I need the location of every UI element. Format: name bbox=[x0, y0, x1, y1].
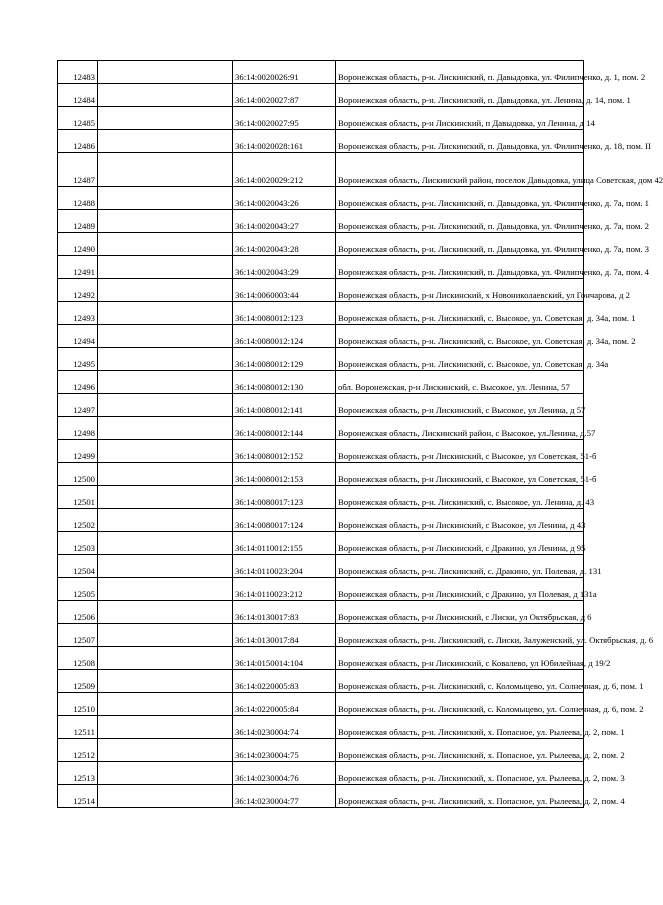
row-number-cell: 12497 bbox=[58, 394, 98, 417]
cadastral-number-cell: 36:14:0020043:28 bbox=[233, 233, 336, 256]
table-row bbox=[58, 130, 584, 153]
row-number-cell: 12484 bbox=[58, 84, 98, 107]
empty-cell bbox=[98, 61, 233, 84]
cadastral-number-cell: 36:14:0230004:77 bbox=[233, 785, 336, 808]
table-row bbox=[58, 440, 584, 463]
address-cell: Воронежская область, р-н Лискинский, с Высокое, ул Ленина, д 43 bbox=[336, 509, 584, 532]
table-row bbox=[58, 84, 584, 107]
cadastral-number-cell: 36:14:0080012:124 bbox=[233, 325, 336, 348]
table-row bbox=[58, 739, 584, 762]
address-cell: Воронежская область, р-н Лискинский, п Давыдовка, ул Ленина, д 14 bbox=[336, 107, 584, 130]
table-row bbox=[58, 578, 584, 601]
cadastral-number-cell: 36:14:0080012:123 bbox=[233, 302, 336, 325]
table-row bbox=[58, 532, 584, 555]
table-row bbox=[58, 256, 584, 279]
cadastral-number-cell: 36:14:0230004:74 bbox=[233, 716, 336, 739]
address-cell: Воронежская область, р-н. Лискинский, с. Высокое, ул. Советская, д. 34а, пом. 2 bbox=[336, 325, 584, 348]
address-cell: Воронежская область, р-н. Лискинский, п. Давыдовка, ул. Филипченко, д. 7а, пом. 4 bbox=[336, 256, 584, 279]
empty-cell bbox=[98, 210, 233, 233]
row-number-cell: 12488 bbox=[58, 187, 98, 210]
cadastral-number-cell: 36:14:0060003:44 bbox=[233, 279, 336, 302]
empty-cell bbox=[98, 302, 233, 325]
empty-cell bbox=[98, 394, 233, 417]
row-number-cell: 12490 bbox=[58, 233, 98, 256]
row-number-cell: 12499 bbox=[58, 440, 98, 463]
row-number-cell: 12513 bbox=[58, 762, 98, 785]
row-number-cell: 12503 bbox=[58, 532, 98, 555]
cadastral-number-cell: 36:14:0020043:27 bbox=[233, 210, 336, 233]
row-number-cell: 12486 bbox=[58, 130, 98, 153]
address-cell: Воронежская область, р-н Лискинский, с Высокое, ул Советская, 51-б bbox=[336, 463, 584, 486]
address-cell: Воронежская область, р-н. Лискинский, с. Дракино, ул. Полевая, д. 131 bbox=[336, 555, 584, 578]
table-row bbox=[58, 417, 584, 440]
row-number-cell: 12511 bbox=[58, 716, 98, 739]
address-cell: Воронежская область, р-н. Лискинский, п. Давыдовка, ул. Филипченко, д. 18, пом. II bbox=[336, 130, 584, 153]
row-number-cell: 12501 bbox=[58, 486, 98, 509]
row-number-cell: 12492 bbox=[58, 279, 98, 302]
cadastral-number-cell: 36:14:0020026:91 bbox=[233, 61, 336, 84]
table-row bbox=[58, 486, 584, 509]
empty-cell bbox=[98, 256, 233, 279]
row-number-cell: 12483 bbox=[58, 61, 98, 84]
empty-cell bbox=[98, 440, 233, 463]
row-number-cell: 12485 bbox=[58, 107, 98, 130]
row-number-cell: 12495 bbox=[58, 348, 98, 371]
address-cell: Воронежская область, р-н. Лискинский, с. Высокое, ул. Ленина, д. 43 bbox=[336, 486, 584, 509]
cadastral-number-cell: 36:14:0020028:161 bbox=[233, 130, 336, 153]
empty-cell bbox=[98, 130, 233, 153]
row-number-cell: 12508 bbox=[58, 647, 98, 670]
address-cell: Воронежская область, р-н Лискинский, с Ковалево, ул Юбилейная, д 19/2 bbox=[336, 647, 584, 670]
empty-cell bbox=[98, 762, 233, 785]
table-row bbox=[58, 61, 584, 84]
table-row bbox=[58, 107, 584, 130]
table-row bbox=[58, 647, 584, 670]
row-number-cell: 12509 bbox=[58, 670, 98, 693]
cadastral-number-cell: 36:14:0080012:153 bbox=[233, 463, 336, 486]
row-number-cell: 12493 bbox=[58, 302, 98, 325]
empty-cell bbox=[98, 785, 233, 808]
empty-cell bbox=[98, 279, 233, 302]
cadastral-number-cell: 36:14:0020027:87 bbox=[233, 84, 336, 107]
cadastral-number-cell: 36:14:0150014:104 bbox=[233, 647, 336, 670]
address-cell: Воронежская область, Лискинский район, поселок Давыдовка, улица Советская, дом 42 bbox=[336, 153, 584, 187]
address-cell: Воронежская область, р-н Лискинский, с Высокое, ул Советская, 51-б bbox=[336, 440, 584, 463]
row-number-cell: 12487 bbox=[58, 153, 98, 187]
table-row bbox=[58, 785, 584, 808]
table-row bbox=[58, 348, 584, 371]
cadastral-number-cell: 36:14:0110023:212 bbox=[233, 578, 336, 601]
cadastral-number-cell: 36:14:0020029:212 bbox=[233, 153, 336, 187]
address-cell: Воронежская область, р-н. Лискинский, п. Давыдовка, ул. Филипченко, д. 7а, пом. 3 bbox=[336, 233, 584, 256]
address-cell: Воронежская область, р-н. Лискинский, п. Давыдовка, ул. Филипченко, д. 7а, пом. 1 bbox=[336, 187, 584, 210]
table-row bbox=[58, 716, 584, 739]
cadastral-number-cell: 36:14:0230004:75 bbox=[233, 739, 336, 762]
table-row bbox=[58, 153, 584, 187]
address-cell: Воронежская область, р-н Лискинский, х Новониколаевский, ул Гончарова, д 2 bbox=[336, 279, 584, 302]
cadastral-number-cell: 36:14:0080012:130 bbox=[233, 371, 336, 394]
table-row bbox=[58, 371, 584, 394]
empty-cell bbox=[98, 233, 233, 256]
cadastral-number-cell: 36:14:0220005:84 bbox=[233, 693, 336, 716]
empty-cell bbox=[98, 555, 233, 578]
empty-cell bbox=[98, 647, 233, 670]
table-row bbox=[58, 187, 584, 210]
table-row bbox=[58, 509, 584, 532]
cadastral-number-cell: 36:14:0110023:204 bbox=[233, 555, 336, 578]
cadastral-number-cell: 36:14:0020043:29 bbox=[233, 256, 336, 279]
address-cell: Воронежская область, р-н Лискинский, с Высокое, ул Ленина, д 57 bbox=[336, 394, 584, 417]
empty-cell bbox=[98, 417, 233, 440]
table-row bbox=[58, 555, 584, 578]
empty-cell bbox=[98, 670, 233, 693]
table-row bbox=[58, 670, 584, 693]
cadastral-number-cell: 36:14:0080017:123 bbox=[233, 486, 336, 509]
address-cell: обл. Воронежская, р-н Лискинский, с. Высокое, ул. Ленина, 57 bbox=[336, 371, 584, 394]
address-cell: Воронежская область, р-н. Лискинский, с. Коломыцево, ул. Солнечная, д. 6, пом. 1 bbox=[336, 670, 584, 693]
empty-cell bbox=[98, 348, 233, 371]
address-cell: Воронежская область, р-н. Лискинский, с. Высокое, ул. Советская, д. 34а bbox=[336, 348, 584, 371]
row-number-cell: 12507 bbox=[58, 624, 98, 647]
table-row bbox=[58, 325, 584, 348]
empty-cell bbox=[98, 601, 233, 624]
address-cell: Воронежская область, р-н. Лискинский, х. Попасное, ул. Рылеева, д. 2, пом. 3 bbox=[336, 762, 584, 785]
empty-cell bbox=[98, 693, 233, 716]
cadastral-number-cell: 36:14:0220005:83 bbox=[233, 670, 336, 693]
empty-cell bbox=[98, 107, 233, 130]
row-number-cell: 12514 bbox=[58, 785, 98, 808]
empty-cell bbox=[98, 371, 233, 394]
row-number-cell: 12491 bbox=[58, 256, 98, 279]
empty-cell bbox=[98, 325, 233, 348]
cadastral-number-cell: 36:14:0080017:124 bbox=[233, 509, 336, 532]
empty-cell bbox=[98, 187, 233, 210]
table-row bbox=[58, 394, 584, 417]
row-number-cell: 12510 bbox=[58, 693, 98, 716]
empty-cell bbox=[98, 463, 233, 486]
table-row bbox=[58, 302, 584, 325]
address-cell: Воронежская область, р-н. Лискинский, п. Давыдовка, ул. Ленина, д. 14, пом. 1 bbox=[336, 84, 584, 107]
address-cell: Воронежская область, р-н Лискинский, с Лиски, ул Октябрьская, д 6 bbox=[336, 601, 584, 624]
cadastral-number-cell: 36:14:0080012:152 bbox=[233, 440, 336, 463]
row-number-cell: 12500 bbox=[58, 463, 98, 486]
row-number-cell: 12489 bbox=[58, 210, 98, 233]
cadastral-number-cell: 36:14:0130017:83 bbox=[233, 601, 336, 624]
table-row bbox=[58, 601, 584, 624]
address-cell: Воронежская область, р-н. Лискинский, х. Попасное, ул. Рылеева, д. 2, пом. 4 bbox=[336, 785, 584, 808]
cadastral-number-cell: 36:14:0020027:95 bbox=[233, 107, 336, 130]
empty-cell bbox=[98, 153, 233, 187]
address-cell: Воронежская область, р-н. Лискинский, с. Коломыцево, ул. Солнечная, д. 6, пом. 2 bbox=[336, 693, 584, 716]
address-cell: Воронежская область, р-н. Лискинский, х. Попасное, ул. Рылеева, д. 2, пом. 2 bbox=[336, 739, 584, 762]
table-row bbox=[58, 233, 584, 256]
row-number-cell: 12498 bbox=[58, 417, 98, 440]
table-row bbox=[58, 463, 584, 486]
cadastral-number-cell: 36:14:0020043:26 bbox=[233, 187, 336, 210]
cadastral-number-cell: 36:14:0230004:76 bbox=[233, 762, 336, 785]
address-cell: Воронежская область, р-н. Лискинский, с. Лиски, Залуженский, ул. Октябрьская, д. 6 bbox=[336, 624, 584, 647]
empty-cell bbox=[98, 739, 233, 762]
row-number-cell: 12506 bbox=[58, 601, 98, 624]
cadastral-number-cell: 36:14:0130017:84 bbox=[233, 624, 336, 647]
address-cell: Воронежская область, р-н. Лискинский, п. Давыдовка, ул. Филипченко, д. 1, пом. 2 bbox=[336, 61, 584, 84]
empty-cell bbox=[98, 532, 233, 555]
empty-cell bbox=[98, 716, 233, 739]
row-number-cell: 12505 bbox=[58, 578, 98, 601]
cadastral-number-cell: 36:14:0080012:144 bbox=[233, 417, 336, 440]
row-number-cell: 12512 bbox=[58, 739, 98, 762]
cadastral-number-cell: 36:14:0080012:141 bbox=[233, 394, 336, 417]
empty-cell bbox=[98, 509, 233, 532]
address-cell: Воронежская область, р-н. Лискинский, х. Попасное, ул. Рылеева, д. 2, пом. 1 bbox=[336, 716, 584, 739]
table-body bbox=[58, 61, 663, 808]
address-cell: Воронежская область, р-н Лискинский, с Дракино, ул Ленина, д 95 bbox=[336, 532, 584, 555]
cadastral-number-cell: 36:14:0080012:129 bbox=[233, 348, 336, 371]
empty-cell bbox=[98, 624, 233, 647]
row-number-cell: 12502 bbox=[58, 509, 98, 532]
table-row bbox=[58, 693, 584, 716]
table-row bbox=[58, 279, 584, 302]
address-cell: Воронежская область, р-н. Лискинский, с. Высокое, ул. Советская, д. 34а, пом. 1 bbox=[336, 302, 584, 325]
table-row bbox=[58, 210, 584, 233]
cadastral-number-cell: 36:14:0110012:155 bbox=[233, 532, 336, 555]
empty-cell bbox=[98, 578, 233, 601]
address-cell: Воронежская область, Лискинский район, с Высокое, ул.Ленина, д.57 bbox=[336, 417, 584, 440]
row-number-cell: 12496 bbox=[58, 371, 98, 394]
empty-cell bbox=[98, 486, 233, 509]
table-row bbox=[58, 762, 584, 785]
document-page bbox=[57, 60, 663, 808]
property-register-table bbox=[57, 60, 663, 808]
row-number-cell: 12494 bbox=[58, 325, 98, 348]
address-cell: Воронежская область, р-н Лискинский, с Дракино, ул Полевая, д 131а bbox=[336, 578, 584, 601]
table-row bbox=[58, 624, 584, 647]
row-number-cell: 12504 bbox=[58, 555, 98, 578]
address-cell: Воронежская область, р-н. Лискинский, п. Давыдовка, ул. Филипченко, д. 7а, пом. 2 bbox=[336, 210, 584, 233]
empty-cell bbox=[98, 84, 233, 107]
